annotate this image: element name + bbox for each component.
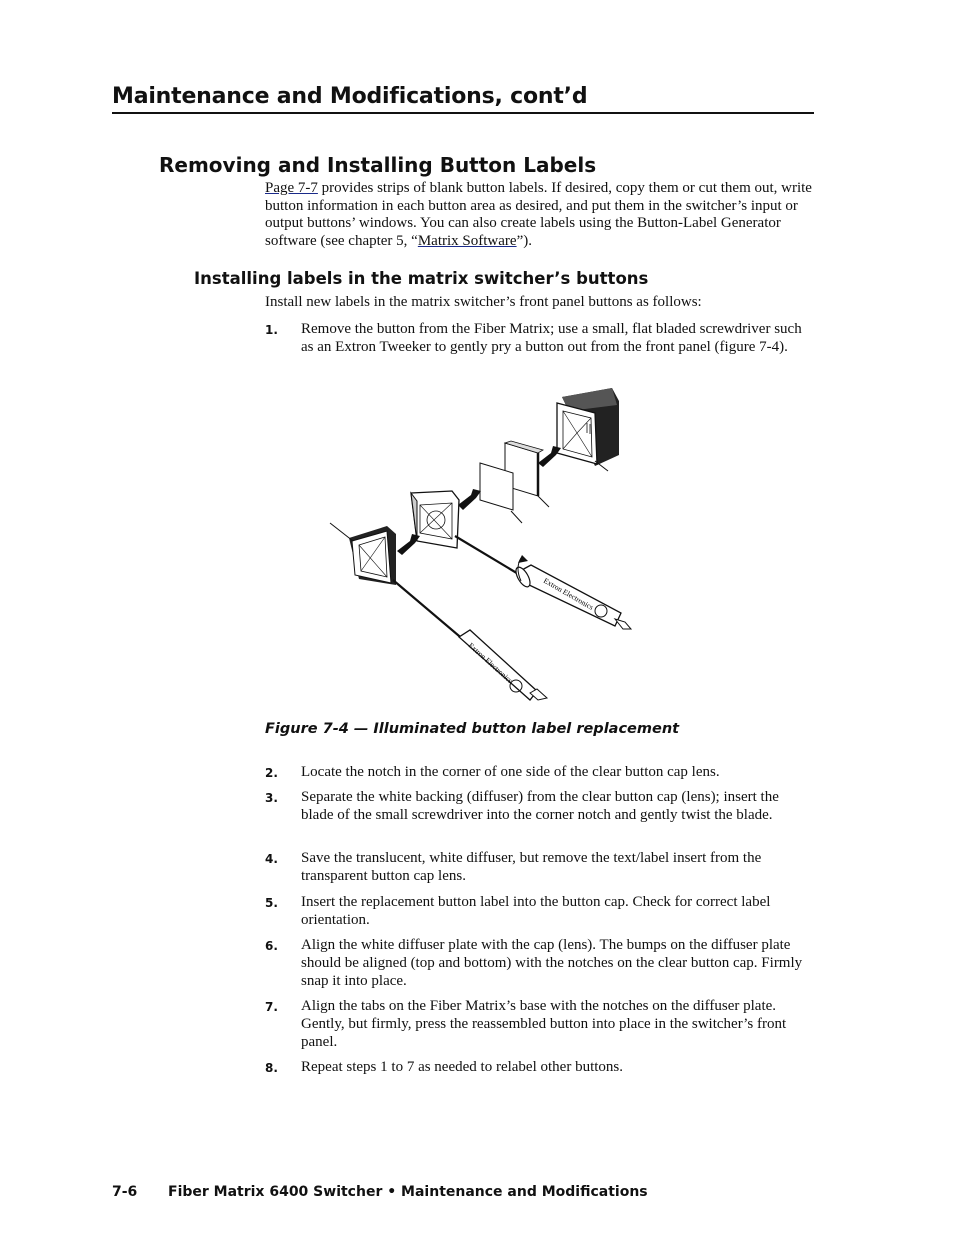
- step-number: 6.: [265, 939, 278, 953]
- step-text: Remove the button from the Fiber Matrix; use a small, flat bladed screwdriver such as an Extron Tweeker to gently pry a button out from the front panel (figure 7-4).: [301, 321, 802, 355]
- section-title: Removing and Installing Button Labels: [159, 153, 597, 177]
- step-text: Align the white diffuser plate with the cap (lens). The bumps on the diffuser plate should be aligned (top and bottom) with the notches on the clear button cap. Firmly snap it into place.: [301, 937, 803, 989]
- step-4: [265, 850, 813, 886]
- left-button: [330, 523, 396, 585]
- step-text: Align the tabs on the Fiber Matrix’s base with the notches on the diffuser plate. Gently, but firmly, press the reassembled button into place in the switcher’s front panel.: [301, 998, 787, 1050]
- step-2: [265, 764, 813, 783]
- step-number: 3.: [265, 791, 278, 805]
- subsection-title: Installing labels in the matrix switcher’s buttons: [194, 269, 649, 288]
- page-number: 7-6: [112, 1184, 138, 1200]
- step-text: Locate the notch in the corner of one side of the clear button cap lens.: [301, 764, 720, 780]
- arrow-icon: [397, 534, 420, 555]
- front-panel-housing: [557, 388, 619, 471]
- step-text: Save the translucent, white diffuser, but remove the text/label insert from the transparent button cap lens.: [301, 850, 762, 884]
- middle-button-cap: [411, 491, 459, 548]
- step-number: 1.: [265, 323, 278, 337]
- step-7: [265, 998, 813, 1051]
- arrow-icon: [458, 489, 481, 510]
- step-text: Separate the white backing (diffuser) from the clear button cap (lens); insert the blade of the small screwdriver into the corner notch and gently twist the blade.: [301, 789, 779, 823]
- exploded-button-illustration: [325, 383, 635, 713]
- figure-caption: Figure 7-4 — Illuminated button label replacement: [265, 721, 680, 737]
- step-number: 5.: [265, 896, 278, 910]
- button-replacement-figure: [325, 383, 635, 713]
- step-number: 7.: [265, 1000, 278, 1014]
- step-number: 4.: [265, 852, 278, 866]
- step-number: 2.: [265, 766, 278, 780]
- step-text: Insert the replacement button label into the button cap. Check for correct label orientation.: [301, 894, 771, 928]
- footer-title: Fiber Matrix 6400 Switcher • Maintenance and Modifications: [168, 1184, 648, 1200]
- screwdriver-upper: [455, 536, 631, 629]
- step-1: [265, 321, 813, 357]
- section-intro: [265, 180, 813, 250]
- page-7-7-link[interactable]: Page 7-7: [265, 180, 318, 196]
- step-8: [265, 1059, 813, 1078]
- step-text: Repeat steps 1 to 7 as needed to relabel other buttons.: [301, 1059, 623, 1075]
- step-3: [265, 789, 813, 825]
- step-number: 8.: [265, 1061, 278, 1075]
- tool-label-2: Extron Electronics: [466, 640, 515, 685]
- matrix-software-link[interactable]: Matrix Software: [417, 232, 517, 249]
- tool-label-1: Extron Electronics: [542, 575, 596, 612]
- step-5: [265, 894, 813, 930]
- intro-text-2: ”).: [516, 232, 532, 249]
- screwdriver-lower: [393, 580, 547, 700]
- page-header: [112, 84, 814, 114]
- subsection-intro: Install new labels in the matrix switcher’s front panel buttons as follows:: [265, 294, 702, 310]
- header-title: Maintenance and Modifications, cont’d: [112, 84, 588, 109]
- pointer-line: [511, 511, 522, 523]
- intro-text-1: provides strips of blank button labels. If desired, copy them or cut them out, write button information in each button area as desired, and put them in the switcher’s input or output buttons’ windows. You can also create labels using the Button-Label Generator software (see chapter 5, “: [265, 180, 812, 249]
- step-6: [265, 937, 813, 990]
- page-footer: [112, 1184, 648, 1200]
